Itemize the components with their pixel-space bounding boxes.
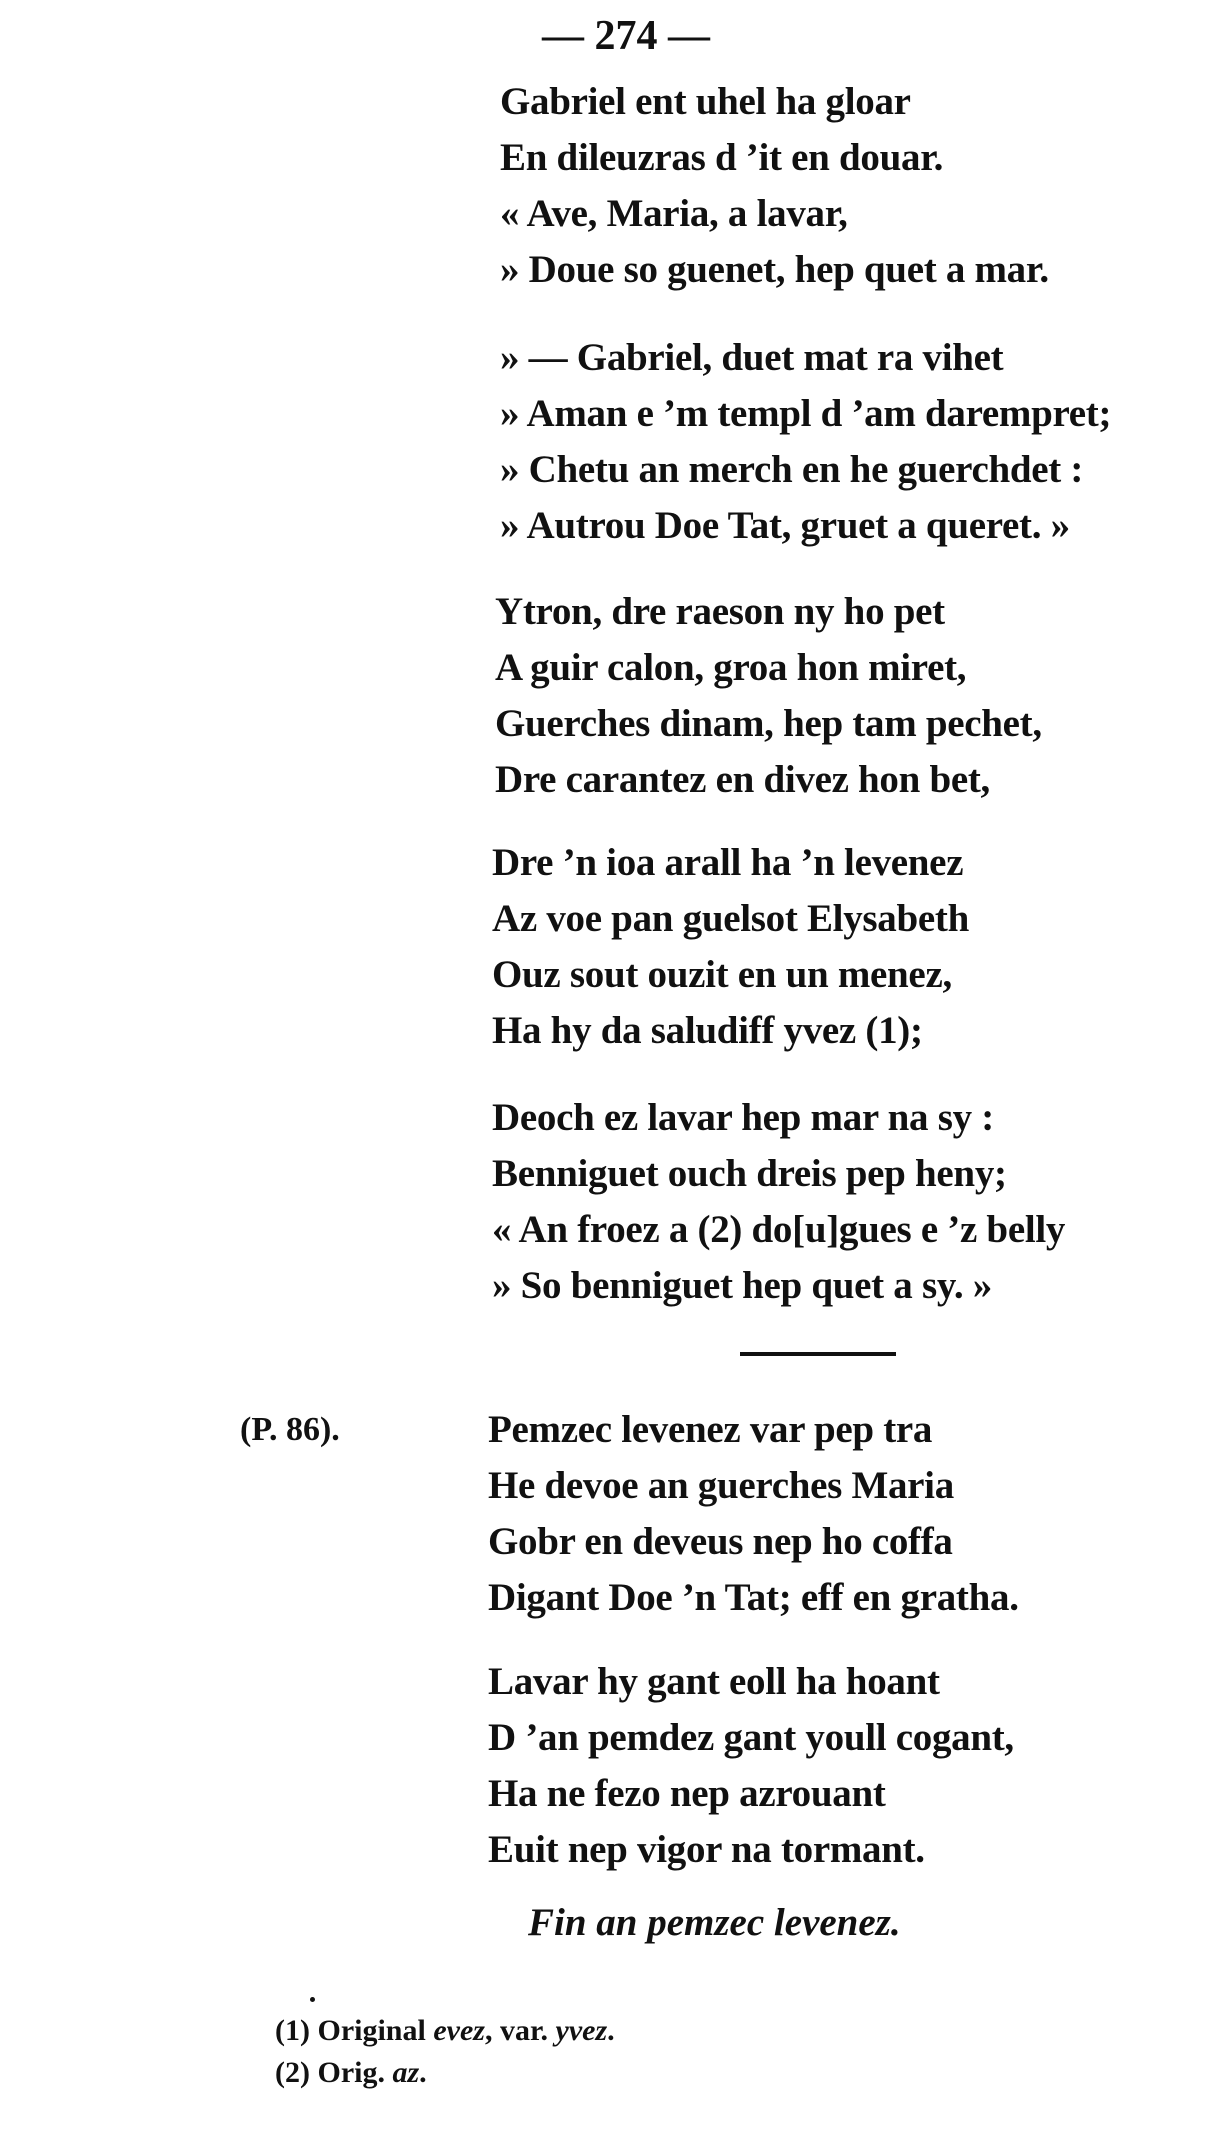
- footnote-text: .: [419, 2056, 427, 2089]
- verse-line: Dre carantez en divez hon bet,: [495, 758, 991, 801]
- verse-line: » Doue so guenet, hep quet a mar.: [500, 248, 1049, 291]
- stanza-2: [500, 330, 1111, 554]
- verse-line: Gabriel ent uhel ha gloar: [500, 80, 911, 123]
- footnote-text: (1) Original: [275, 2014, 434, 2047]
- decorative-dot: [310, 1997, 315, 2002]
- verse-line: Dre ’n ioa arall ha ’n levenez: [492, 841, 964, 884]
- page-number: — 274 —: [542, 13, 710, 59]
- stanza-4: [492, 835, 969, 1059]
- footnote-italic: az: [392, 2056, 420, 2089]
- verse-line: D ’an pemdez gant youll cogant,: [488, 1716, 1014, 1759]
- section-divider: [740, 1352, 896, 1356]
- verse-line: Ha hy da saludiff yvez (1);: [492, 1009, 923, 1052]
- footnote-italic: yvez: [555, 2014, 608, 2047]
- verse-line: » Autrou Doe Tat, gruet a queret. »: [500, 504, 1070, 547]
- verse-line: En dileuzras d ’it en douar.: [500, 136, 944, 179]
- verse-line: « An froez a (2) do[u]gues e ’z belly: [492, 1208, 1066, 1251]
- footnote-text: , var.: [484, 2014, 556, 2047]
- verse-line: Az voe pan guelsot Elysabeth: [492, 897, 969, 940]
- stanza-7: [488, 1654, 1014, 1878]
- verse-line: » So benniguet hep quet a sy. »: [492, 1264, 992, 1307]
- footnotes: [275, 2010, 615, 2094]
- margin-reference: (P. 86).: [240, 1411, 340, 1448]
- stanza-1: [500, 74, 1049, 298]
- verse-line: Deoch ez lavar hep mar na sy :: [492, 1096, 994, 1139]
- verse-line: « Ave, Maria, a lavar,: [500, 192, 848, 235]
- footnote-2: [275, 2052, 615, 2094]
- stanza-3: [495, 584, 1042, 808]
- verse-line: Lavar hy gant eoll ha hoant: [488, 1660, 940, 1703]
- closing-line: Fin an pemzec levenez.: [528, 1901, 901, 1944]
- verse-line: Pemzec levenez var pep tra: [488, 1408, 933, 1451]
- footnote-text: (2) Orig.: [275, 2056, 393, 2089]
- verse-line: Ha ne fezo nep azrouant: [488, 1772, 886, 1815]
- verse-line: A guir calon, groa hon miret,: [495, 646, 967, 689]
- verse-line: Ouz sout ouzit en un menez,: [492, 953, 952, 996]
- verse-line: Gobr en deveus nep ho coffa: [488, 1520, 953, 1563]
- verse-line: Ytron, dre raeson ny ho pet: [495, 590, 945, 633]
- footnote-text: .: [607, 2014, 615, 2047]
- verse-line: He devoe an guerches Maria: [488, 1464, 954, 1507]
- verse-line: » Chetu an merch en he guerchdet :: [500, 448, 1084, 491]
- verse-line: Digant Doe ’n Tat; eff en gratha.: [488, 1576, 1019, 1619]
- verse-line: » — Gabriel, duet mat ra vihet: [500, 336, 1004, 379]
- stanza-6: [488, 1402, 1019, 1626]
- footnote-italic: evez: [433, 2014, 485, 2047]
- verse-line: Euit nep vigor na tormant.: [488, 1828, 925, 1871]
- verse-line: » Aman e ’m templ d ’am darempret;: [500, 392, 1112, 435]
- verse-line: Benniguet ouch dreis pep heny;: [492, 1152, 1007, 1195]
- footnote-1: [275, 2010, 615, 2052]
- stanza-5: [492, 1090, 1065, 1314]
- verse-line: Guerches dinam, hep tam pechet,: [495, 702, 1042, 745]
